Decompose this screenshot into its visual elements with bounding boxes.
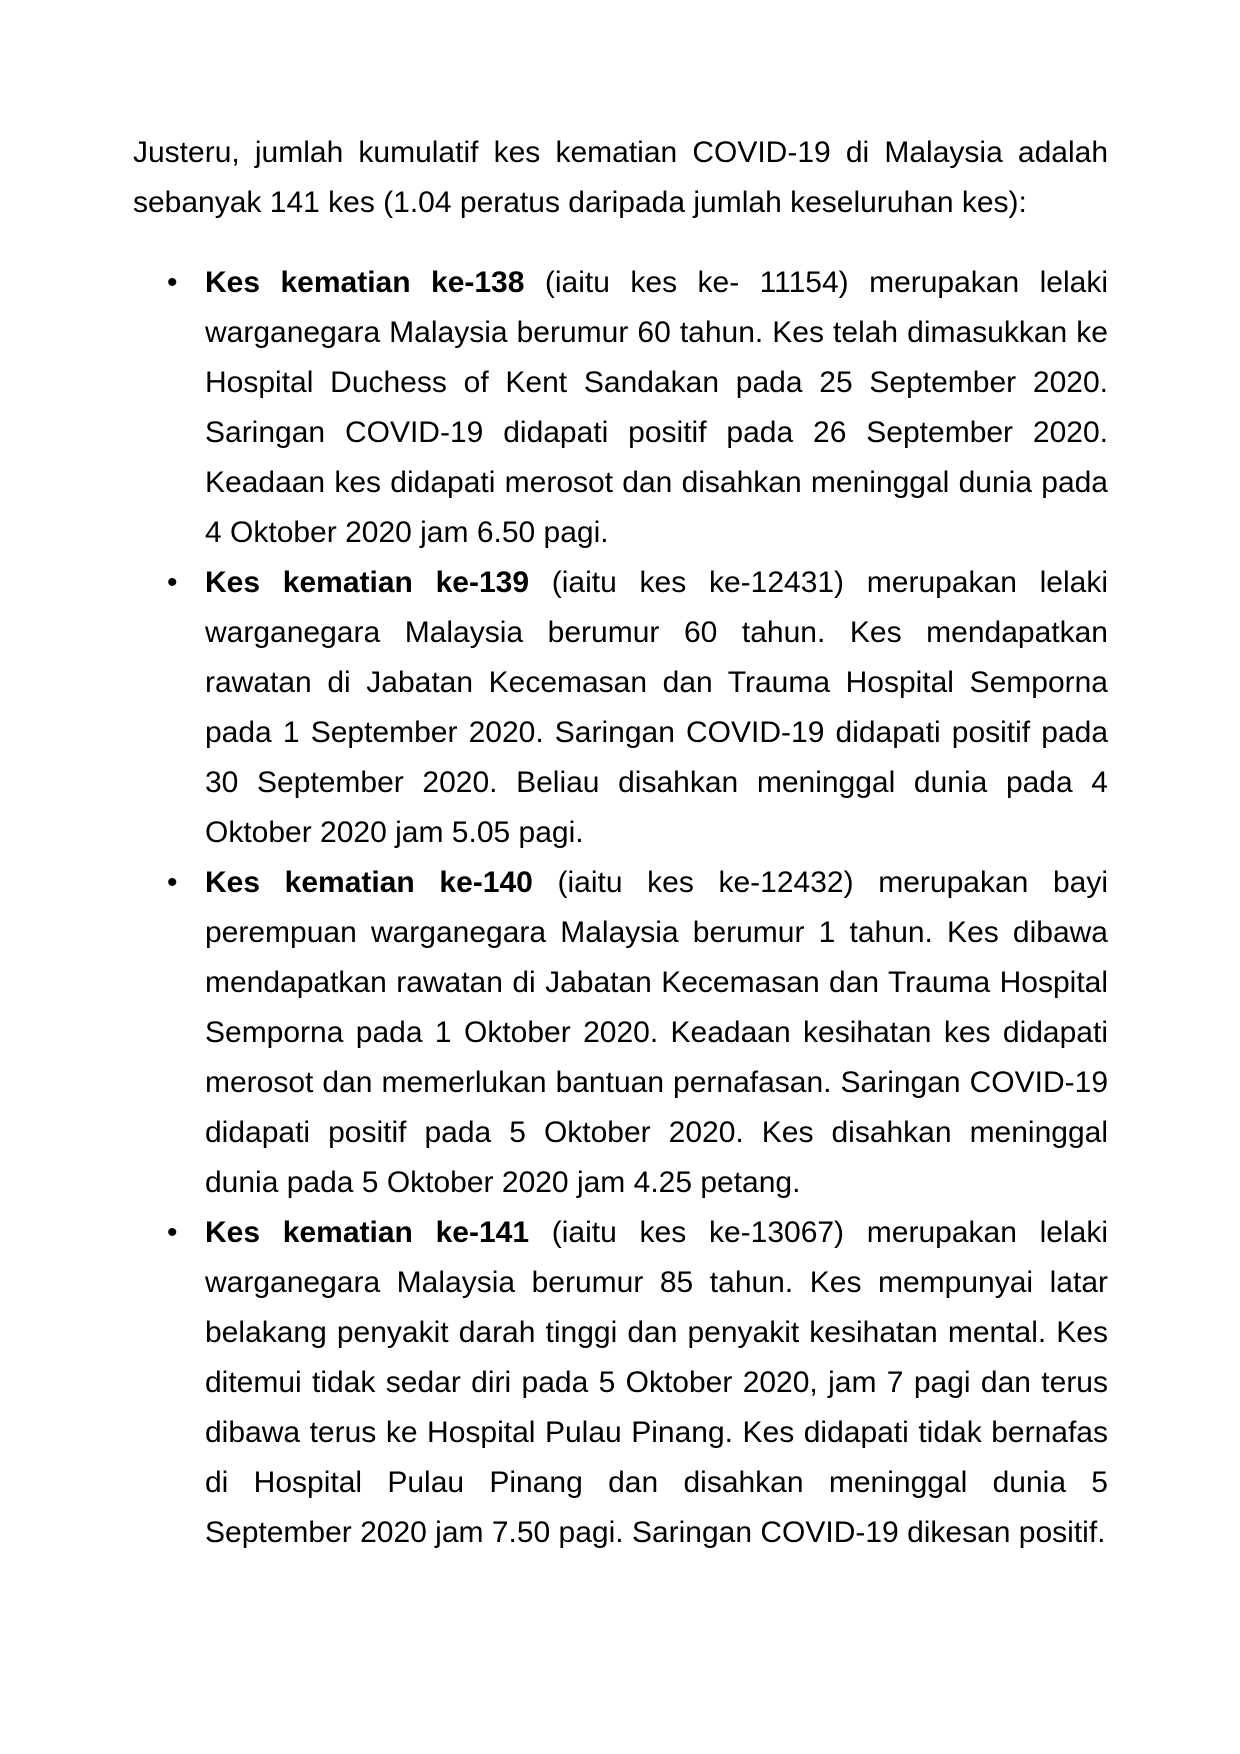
case-body: (iaitu kes ke-13067) merupakan lelaki warganegara Malaysia berumur 85 tahun. Kes mempunyai latar belakang penyakit darah tinggi dan penyakit kesihatan mental. Kes ditemui tidak sedar diri pada 5 Oktober 2020, jam 7 pagi dan terus dibawa terus ke Hospital Pulau Pinang. Kes didapati tidak bernafas di Hospital Pulau Pinang dan disahkan meninggal dunia 5 September 2020 jam 7.50 pagi. Saringan COVID-19 dikesan positif. xyxy=(205,1216,1108,1549)
list-item xyxy=(133,858,1108,1208)
death-case-list xyxy=(133,258,1108,1558)
bullet-icon: • xyxy=(167,266,178,299)
case-title: Kes kematian ke-139 xyxy=(205,566,530,599)
case-title: Kes kematian ke-141 xyxy=(205,1216,530,1249)
list-item xyxy=(133,558,1108,858)
intro-paragraph: Justeru, jumlah kumulatif kes kematian COVID-19 di Malaysia adalah sebanyak 141 kes (1.04 peratus daripada jumlah keseluruhan kes): xyxy=(133,136,1108,219)
case-title: Kes kematian ke-140 xyxy=(205,866,533,899)
bullet-icon: • xyxy=(167,866,178,899)
case-body: (iaitu kes ke- 11154) merupakan lelaki warganegara Malaysia berumur 60 tahun. Kes telah dimasukkan ke Hospital Duchess of Kent Sandakan pada 25 September 2020. Saringan COVID-19 didapati positif pada 26 September 2020. Keadaan kes didapati merosot dan disahkan meninggal dunia pada 4 Oktober 2020 jam 6.50 pagi. xyxy=(205,266,1108,549)
list-item xyxy=(133,1208,1108,1558)
bullet-icon: • xyxy=(167,566,178,599)
case-body: (iaitu kes ke-12432) merupakan bayi perempuan warganegara Malaysia berumur 1 tahun. Kes dibawa mendapatkan rawatan di Jabatan Kecemasan dan Trauma Hospital Semporna pada 1 Oktober 2020. Keadaan kesihatan kes didapati merosot dan memerlukan bantuan pernafasan. Saringan COVID-19 didapati positif pada 5 Oktober 2020. Kes disahkan meninggal dunia pada 5 Oktober 2020 jam 4.25 petang. xyxy=(205,866,1109,1199)
case-body: (iaitu kes ke-12431) merupakan lelaki warganegara Malaysia berumur 60 tahun. Kes mendapatkan rawatan di Jabatan Kecemasan dan Trauma Hospital Semporna pada 1 September 2020. Saringan COVID-19 didapati positif pada 30 September 2020. Beliau disahkan meninggal dunia pada 4 Oktober 2020 jam 5.05 pagi. xyxy=(205,566,1108,849)
case-title: Kes kematian ke-138 xyxy=(205,266,525,299)
bullet-icon: • xyxy=(167,1216,178,1249)
list-item xyxy=(133,258,1108,558)
